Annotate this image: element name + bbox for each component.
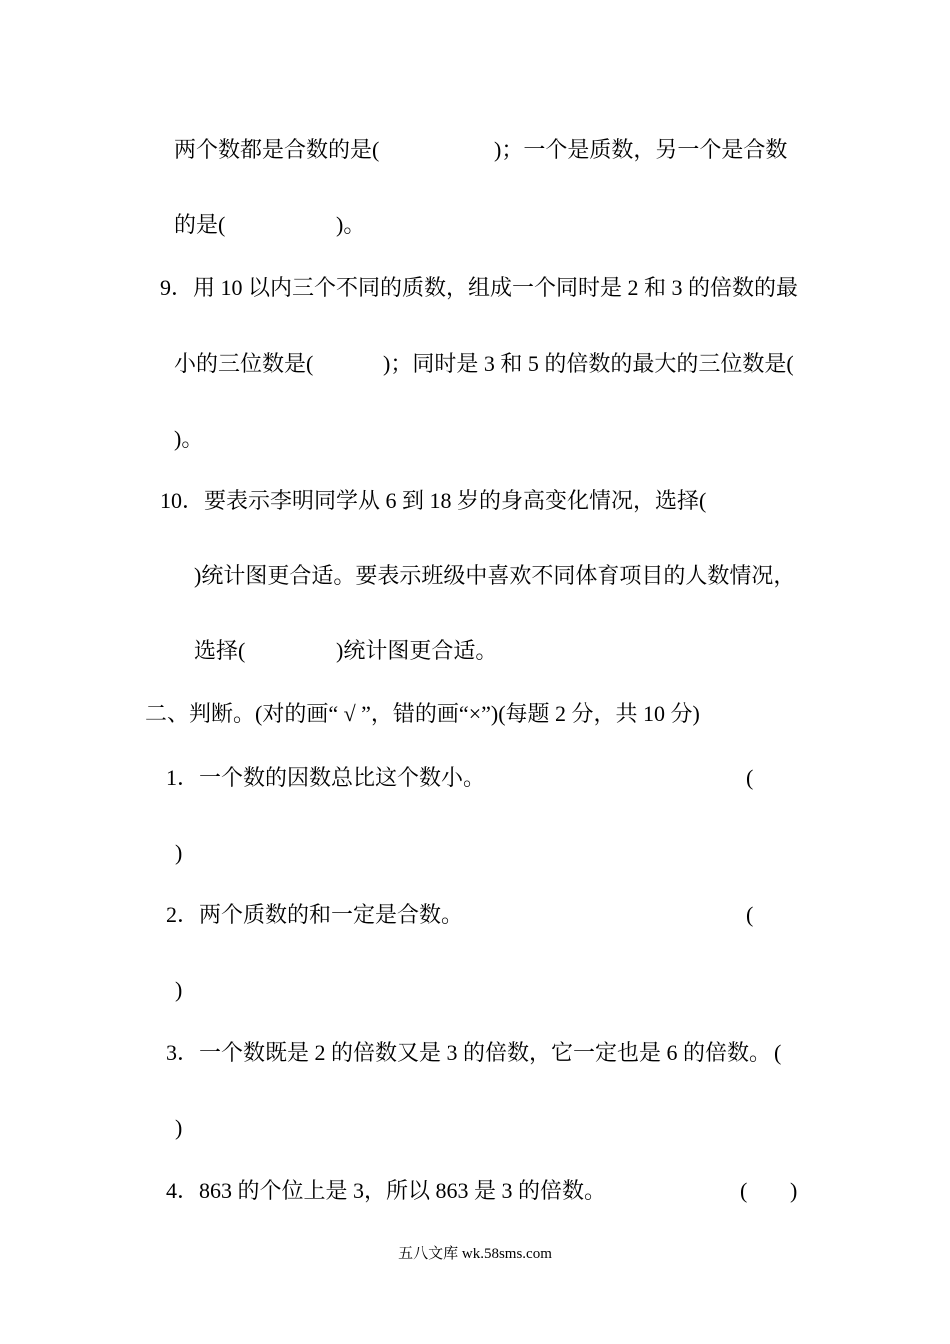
q8-line2-start: 的是( — [174, 212, 226, 237]
judge-item-3-close-paren: ) — [175, 1115, 183, 1140]
q10-line1: 10．要表示李明同学从 6 到 18 岁的身高变化情况，选择( — [160, 488, 707, 513]
q10-line3-end: )统计图更合适。 — [336, 638, 498, 663]
judge-item-3-open-paren: ( — [774, 1040, 782, 1065]
judge-item-1-text: 1．一个数的因数总比这个数小。 — [166, 765, 486, 790]
judge-item-3-text: 3．一个数既是 2 的倍数又是 3 的倍数，它一定也是 6 的倍数。 — [166, 1040, 772, 1065]
q8-line1-end: )；一个是质数，另一个是合数 — [494, 137, 788, 162]
q10-line3-start: 选择( — [194, 638, 246, 663]
judge-item-2-text: 2．两个质数的和一定是合数。 — [166, 902, 464, 927]
judge-item-4-text: 4．863 的个位上是 3，所以 863 是 3 的倍数。 — [166, 1178, 607, 1203]
q10-line2: )统计图更合适。要表示班级中喜欢不同体育项目的人数情况， — [194, 563, 796, 588]
q8-line2-end: )。 — [336, 212, 366, 237]
judge-item-4-close-paren: ) — [790, 1178, 798, 1203]
q8-line1-start: 两个数都是合数的是( — [174, 137, 380, 162]
q9-line1: 9．用 10 以内三个不同的质数，组成一个同时是 2 和 3 的倍数的最 — [160, 275, 799, 300]
page-footer: 五八文库 wk.58sms.com — [398, 1246, 552, 1262]
judge-item-2-open-paren: ( — [746, 902, 754, 927]
section2-heading: 二、判断。(对的画“ √ ”，错的画“×”)(每题 2 分，共 10 分) — [145, 701, 700, 726]
q9-line3: )。 — [174, 426, 204, 451]
q9-line2-end: )；同时是 3 和 5 的倍数的最大的三位数是( — [383, 351, 794, 376]
judge-item-2-close-paren: ) — [175, 977, 183, 1002]
judge-item-1-open-paren: ( — [746, 765, 754, 790]
judge-item-4-open-paren: ( — [740, 1178, 748, 1203]
judge-item-1-close-paren: ) — [175, 840, 183, 865]
q9-line2-start: 小的三位数是( — [174, 351, 314, 376]
